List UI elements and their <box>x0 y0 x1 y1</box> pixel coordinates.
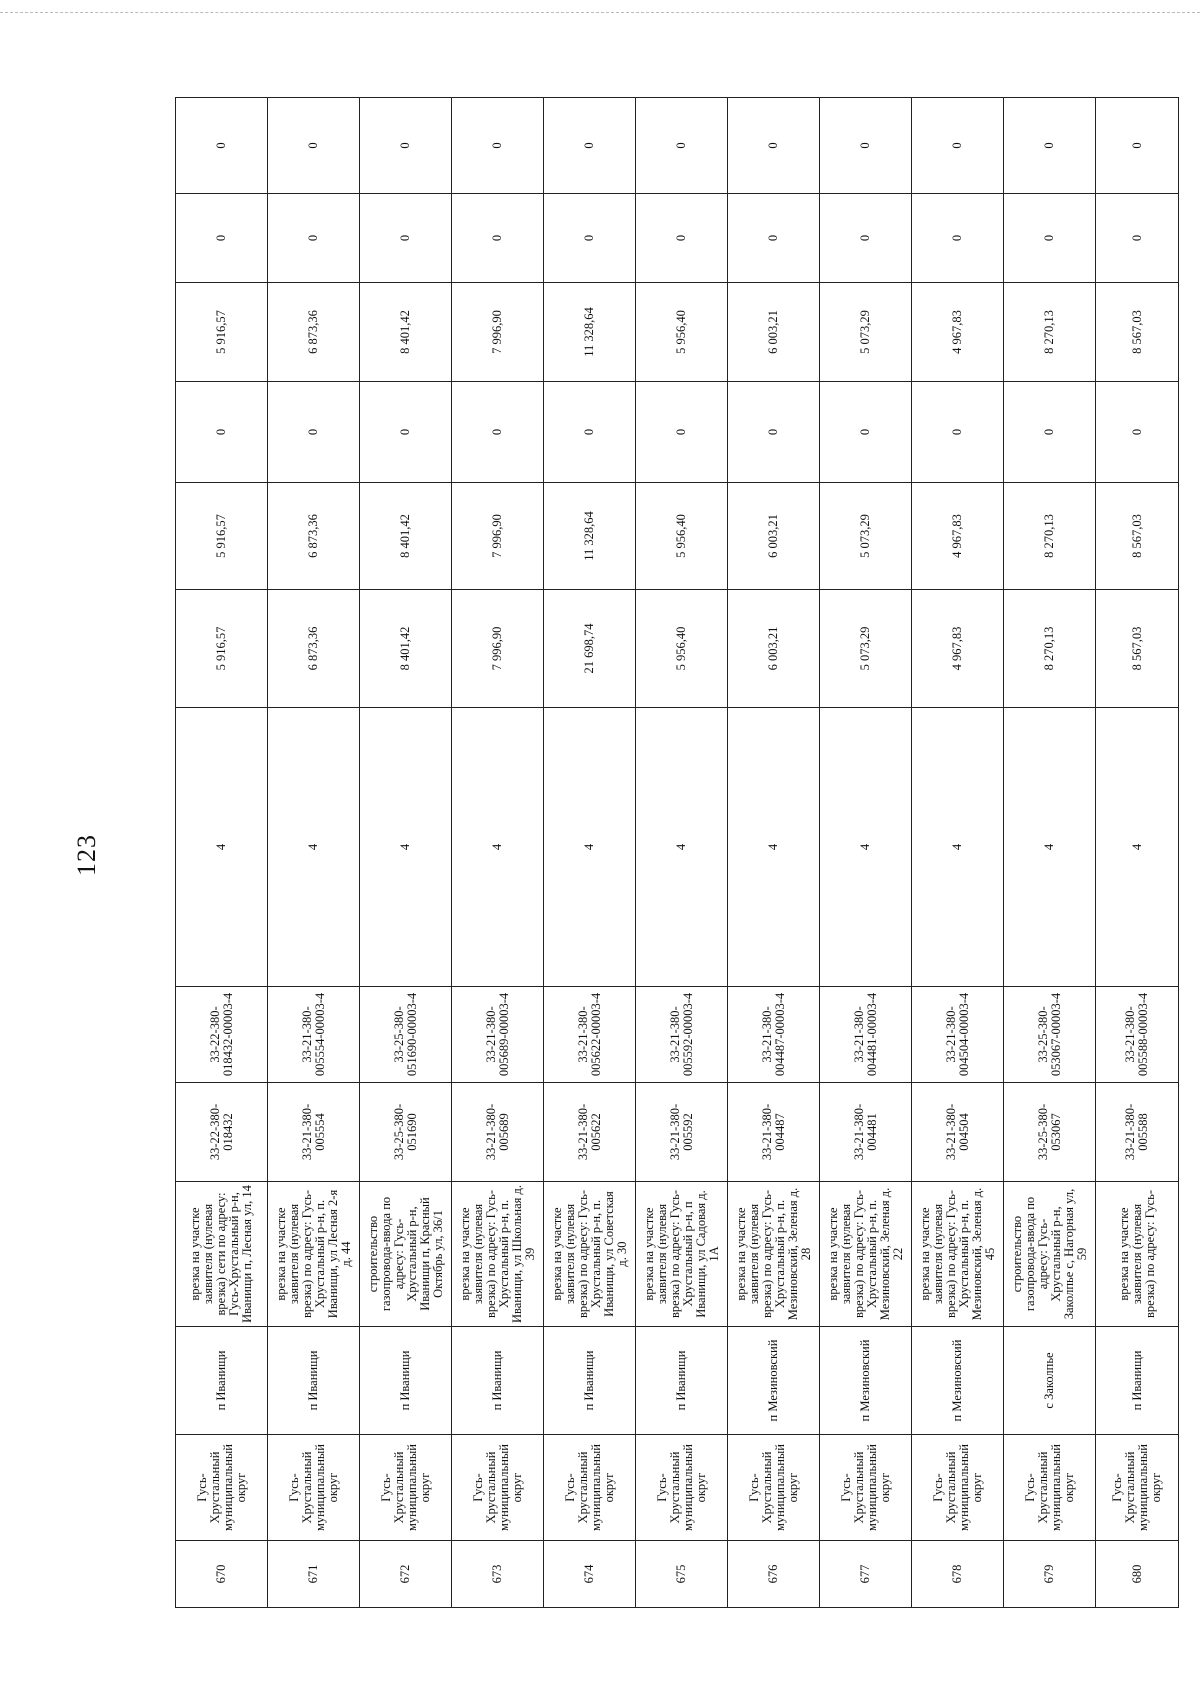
amount-cell-1: 5 916,57 <box>176 590 268 708</box>
amount-cell-4: 4 967,83 <box>912 283 1004 382</box>
table-row <box>268 98 360 1608</box>
amount-cell-1: 5 073,29 <box>820 590 912 708</box>
amount-cell-2: 5 956,40 <box>636 483 728 590</box>
connections-table <box>175 97 1179 1608</box>
page-number: 123 <box>72 834 101 876</box>
row-number: 670 <box>176 1541 268 1608</box>
table-row <box>728 98 820 1608</box>
category-cell: 4 <box>176 708 268 987</box>
settlement-cell: п Иванищи <box>636 1327 728 1435</box>
contract-id-cell: 33-21-380-005689-00003-4 <box>452 987 544 1083</box>
district-cell: Гусь-Хрустальный муниципальный округ <box>1004 1435 1096 1541</box>
amount-cell-2: 5 916,57 <box>176 483 268 590</box>
address-cell: врезка на участке заявителя (нулевая врезка) по адресу: Гусь-Хрустальный р-н, п. Иванищи, ул Лесная 2-я д. 44 <box>268 1182 360 1327</box>
row-number: 672 <box>360 1541 452 1608</box>
amount-cell-5: 0 <box>176 194 268 283</box>
table-row <box>820 98 912 1608</box>
application-id-cell: 33-21-380-004487 <box>728 1083 820 1182</box>
district-cell: Гусь-Хрустальный муниципальный округ <box>452 1435 544 1541</box>
amount-cell-6: 0 <box>544 98 636 194</box>
settlement-cell: п Иванищи <box>176 1327 268 1435</box>
amount-cell-3: 0 <box>268 382 360 483</box>
contract-id-cell: 33-21-380-004487-00003-4 <box>728 987 820 1083</box>
settlement-cell: п Иванищи <box>268 1327 360 1435</box>
category-cell: 4 <box>1004 708 1096 987</box>
amount-cell-3: 0 <box>544 382 636 483</box>
settlement-cell: п Иванищи <box>452 1327 544 1435</box>
amount-cell-4: 6 003,21 <box>728 283 820 382</box>
amount-cell-5: 0 <box>912 194 1004 283</box>
contract-id-cell: 33-25-380-051690-00003-4 <box>360 987 452 1083</box>
application-id-cell: 33-22-380-018432 <box>176 1083 268 1182</box>
amount-cell-5: 0 <box>544 194 636 283</box>
contract-id-cell: 33-21-380-005592-00003-4 <box>636 987 728 1083</box>
application-id-cell: 33-25-380-053067 <box>1004 1083 1096 1182</box>
amount-cell-1: 4 967,83 <box>912 590 1004 708</box>
amount-cell-2: 6 003,21 <box>728 483 820 590</box>
contract-id-cell: 33-22-380-018432-00003-4 <box>176 987 268 1083</box>
row-number: 679 <box>1004 1541 1096 1608</box>
district-cell: Гусь-Хрустальный муниципальный округ <box>360 1435 452 1541</box>
amount-cell-2: 4 967,83 <box>912 483 1004 590</box>
district-cell: Гусь-Хрустальный муниципальный округ <box>728 1435 820 1541</box>
amount-cell-3: 0 <box>360 382 452 483</box>
settlement-cell: п Иванищи <box>544 1327 636 1435</box>
amount-cell-6: 0 <box>1096 98 1179 194</box>
category-cell: 4 <box>1096 708 1179 987</box>
application-id-cell: 33-21-380-005689 <box>452 1083 544 1182</box>
amount-cell-1: 8 270,13 <box>1004 590 1096 708</box>
address-cell: врезка на участке заявителя (нулевая врезка) сети по адресу: Гусь-Хрустальный р-н, Иванищи п, Лесная ул, 14 <box>176 1182 268 1327</box>
row-number: 673 <box>452 1541 544 1608</box>
amount-cell-4: 6 873,36 <box>268 283 360 382</box>
amount-cell-4: 7 996,90 <box>452 283 544 382</box>
contract-id-cell: 33-21-380-005588-00003-4 <box>1096 987 1179 1083</box>
district-cell: Гусь-Хрустальный муниципальный округ <box>820 1435 912 1541</box>
amount-cell-2: 11 328,64 <box>544 483 636 590</box>
address-cell: врезка на участке заявителя (нулевая врезка) по адресу: Гусь-Хрустальный р-н, п. Мезиновский, Зеленая д. 22 <box>820 1182 912 1327</box>
amount-cell-5: 0 <box>820 194 912 283</box>
contract-id-cell: 33-21-380-005554-00003-4 <box>268 987 360 1083</box>
district-cell: Гусь-Хрустальный муниципальный округ <box>1096 1435 1179 1541</box>
amount-cell-3: 0 <box>912 382 1004 483</box>
amount-cell-3: 0 <box>820 382 912 483</box>
category-cell: 4 <box>820 708 912 987</box>
category-cell: 4 <box>360 708 452 987</box>
amount-cell-3: 0 <box>452 382 544 483</box>
amount-cell-4: 5 916,57 <box>176 283 268 382</box>
settlement-cell: п Мезиновский <box>728 1327 820 1435</box>
amount-cell-4: 8 567,03 <box>1096 283 1179 382</box>
district-cell: Гусь-Хрустальный муниципальный округ <box>176 1435 268 1541</box>
address-cell: строительство газопровода-ввода по адресу: Гусь-Хрустальный р-н, Заколпье с, Нагорная ул, 59 <box>1004 1182 1096 1327</box>
amount-cell-3: 0 <box>1004 382 1096 483</box>
contract-id-cell: 33-21-380-004481-00003-4 <box>820 987 912 1083</box>
amount-cell-1: 6 873,36 <box>268 590 360 708</box>
application-id-cell: 33-21-380-005588 <box>1096 1083 1179 1182</box>
settlement-cell: п Мезиновский <box>912 1327 1004 1435</box>
amount-cell-2: 8 567,03 <box>1096 483 1179 590</box>
amount-cell-2: 8 401,42 <box>360 483 452 590</box>
row-number: 676 <box>728 1541 820 1608</box>
amount-cell-4: 8 401,42 <box>360 283 452 382</box>
district-cell: Гусь-Хрустальный муниципальный округ <box>912 1435 1004 1541</box>
amount-cell-1: 6 003,21 <box>728 590 820 708</box>
table-row <box>360 98 452 1608</box>
amount-cell-3: 0 <box>636 382 728 483</box>
amount-cell-4: 5 073,29 <box>820 283 912 382</box>
address-cell: врезка на участке заявителя (нулевая врезка) по адресу: Гусь-Хрустальный р-н, п Иванищи, ул Садовая д. 1А <box>636 1182 728 1327</box>
amount-cell-1: 8 567,03 <box>1096 590 1179 708</box>
amount-cell-5: 0 <box>1004 194 1096 283</box>
row-number: 677 <box>820 1541 912 1608</box>
amount-cell-1: 8 401,42 <box>360 590 452 708</box>
table-row <box>544 98 636 1608</box>
address-cell: врезка на участке заявителя (нулевая врезка) по адресу: Гусь-Хрустальный р-н, п. Мезиновский, Зеленая д. 45 <box>912 1182 1004 1327</box>
address-cell: строительство газопровода-ввода по адресу: Гусь-Хрустальный р-н, Иванищи п, Красный Октябрь ул, 36/1 <box>360 1182 452 1327</box>
category-cell: 4 <box>728 708 820 987</box>
row-number: 674 <box>544 1541 636 1608</box>
amount-cell-2: 6 873,36 <box>268 483 360 590</box>
amount-cell-1: 5 956,40 <box>636 590 728 708</box>
category-cell: 4 <box>636 708 728 987</box>
settlement-cell: с Заколпье <box>1004 1327 1096 1435</box>
amount-cell-1: 21 698,74 <box>544 590 636 708</box>
address-cell: врезка на участке заявителя (нулевая врезка) по адресу: Гусь-Хрустальный р-н, п. Иванищи, ул Советская д. 30 <box>544 1182 636 1327</box>
application-id-cell: 33-21-380-005592 <box>636 1083 728 1182</box>
amount-cell-6: 0 <box>268 98 360 194</box>
amount-cell-5: 0 <box>1096 194 1179 283</box>
district-cell: Гусь-Хрустальный муниципальный округ <box>636 1435 728 1541</box>
district-cell: Гусь-Хрустальный муниципальный округ <box>544 1435 636 1541</box>
contract-id-cell: 33-21-380-004504-00003-4 <box>912 987 1004 1083</box>
table-row <box>1004 98 1096 1608</box>
amount-cell-6: 0 <box>728 98 820 194</box>
scan-artifact-line <box>0 12 1200 13</box>
contract-id-cell: 33-21-380-005622-00003-4 <box>544 987 636 1083</box>
application-id-cell: 33-21-380-004481 <box>820 1083 912 1182</box>
category-cell: 4 <box>452 708 544 987</box>
category-cell: 4 <box>912 708 1004 987</box>
amount-cell-6: 0 <box>452 98 544 194</box>
amount-cell-4: 11 328,64 <box>544 283 636 382</box>
amount-cell-3: 0 <box>728 382 820 483</box>
row-number: 680 <box>1096 1541 1179 1608</box>
application-id-cell: 33-25-380-051690 <box>360 1083 452 1182</box>
amount-cell-2: 8 270,13 <box>1004 483 1096 590</box>
table-row <box>176 98 268 1608</box>
amount-cell-3: 0 <box>1096 382 1179 483</box>
amount-cell-3: 0 <box>176 382 268 483</box>
amount-cell-2: 5 073,29 <box>820 483 912 590</box>
amount-cell-5: 0 <box>728 194 820 283</box>
amount-cell-4: 5 956,40 <box>636 283 728 382</box>
row-number: 671 <box>268 1541 360 1608</box>
application-id-cell: 33-21-380-005554 <box>268 1083 360 1182</box>
application-id-cell: 33-21-380-005622 <box>544 1083 636 1182</box>
settlement-cell: п Иванищи <box>360 1327 452 1435</box>
table-row <box>636 98 728 1608</box>
amount-cell-6: 0 <box>820 98 912 194</box>
settlement-cell: п Мезиновский <box>820 1327 912 1435</box>
table-row <box>452 98 544 1608</box>
amount-cell-5: 0 <box>268 194 360 283</box>
settlement-cell: п Иванищи <box>1096 1327 1179 1435</box>
row-number: 678 <box>912 1541 1004 1608</box>
address-cell: врезка на участке заявителя (нулевая врезка) по адресу: Гусь-Хрустальный р-н, п. Мезиновский, Зеленая д. 28 <box>728 1182 820 1327</box>
amount-cell-6: 0 <box>1004 98 1096 194</box>
amount-cell-1: 7 996,90 <box>452 590 544 708</box>
district-cell: Гусь-Хрустальный муниципальный округ <box>268 1435 360 1541</box>
amount-cell-6: 0 <box>176 98 268 194</box>
amount-cell-4: 8 270,13 <box>1004 283 1096 382</box>
amount-cell-5: 0 <box>360 194 452 283</box>
address-cell: врезка на участке заявителя (нулевая врезка) по адресу: Гусь- <box>1096 1182 1179 1327</box>
application-id-cell: 33-21-380-004504 <box>912 1083 1004 1182</box>
amount-cell-5: 0 <box>636 194 728 283</box>
amount-cell-6: 0 <box>636 98 728 194</box>
table-row <box>912 98 1004 1608</box>
row-number: 675 <box>636 1541 728 1608</box>
rotated-table-wrapper <box>175 98 1178 1608</box>
amount-cell-5: 0 <box>452 194 544 283</box>
amount-cell-2: 7 996,90 <box>452 483 544 590</box>
address-cell: врезка на участке заявителя (нулевая врезка) по адресу: Гусь-Хрустальный р-н, п. Иванищи, ул Школьная д. 39 <box>452 1182 544 1327</box>
amount-cell-6: 0 <box>360 98 452 194</box>
category-cell: 4 <box>268 708 360 987</box>
contract-id-cell: 33-25-380-053067-00003-4 <box>1004 987 1096 1083</box>
table-row <box>1096 98 1179 1608</box>
category-cell: 4 <box>544 708 636 987</box>
amount-cell-6: 0 <box>912 98 1004 194</box>
